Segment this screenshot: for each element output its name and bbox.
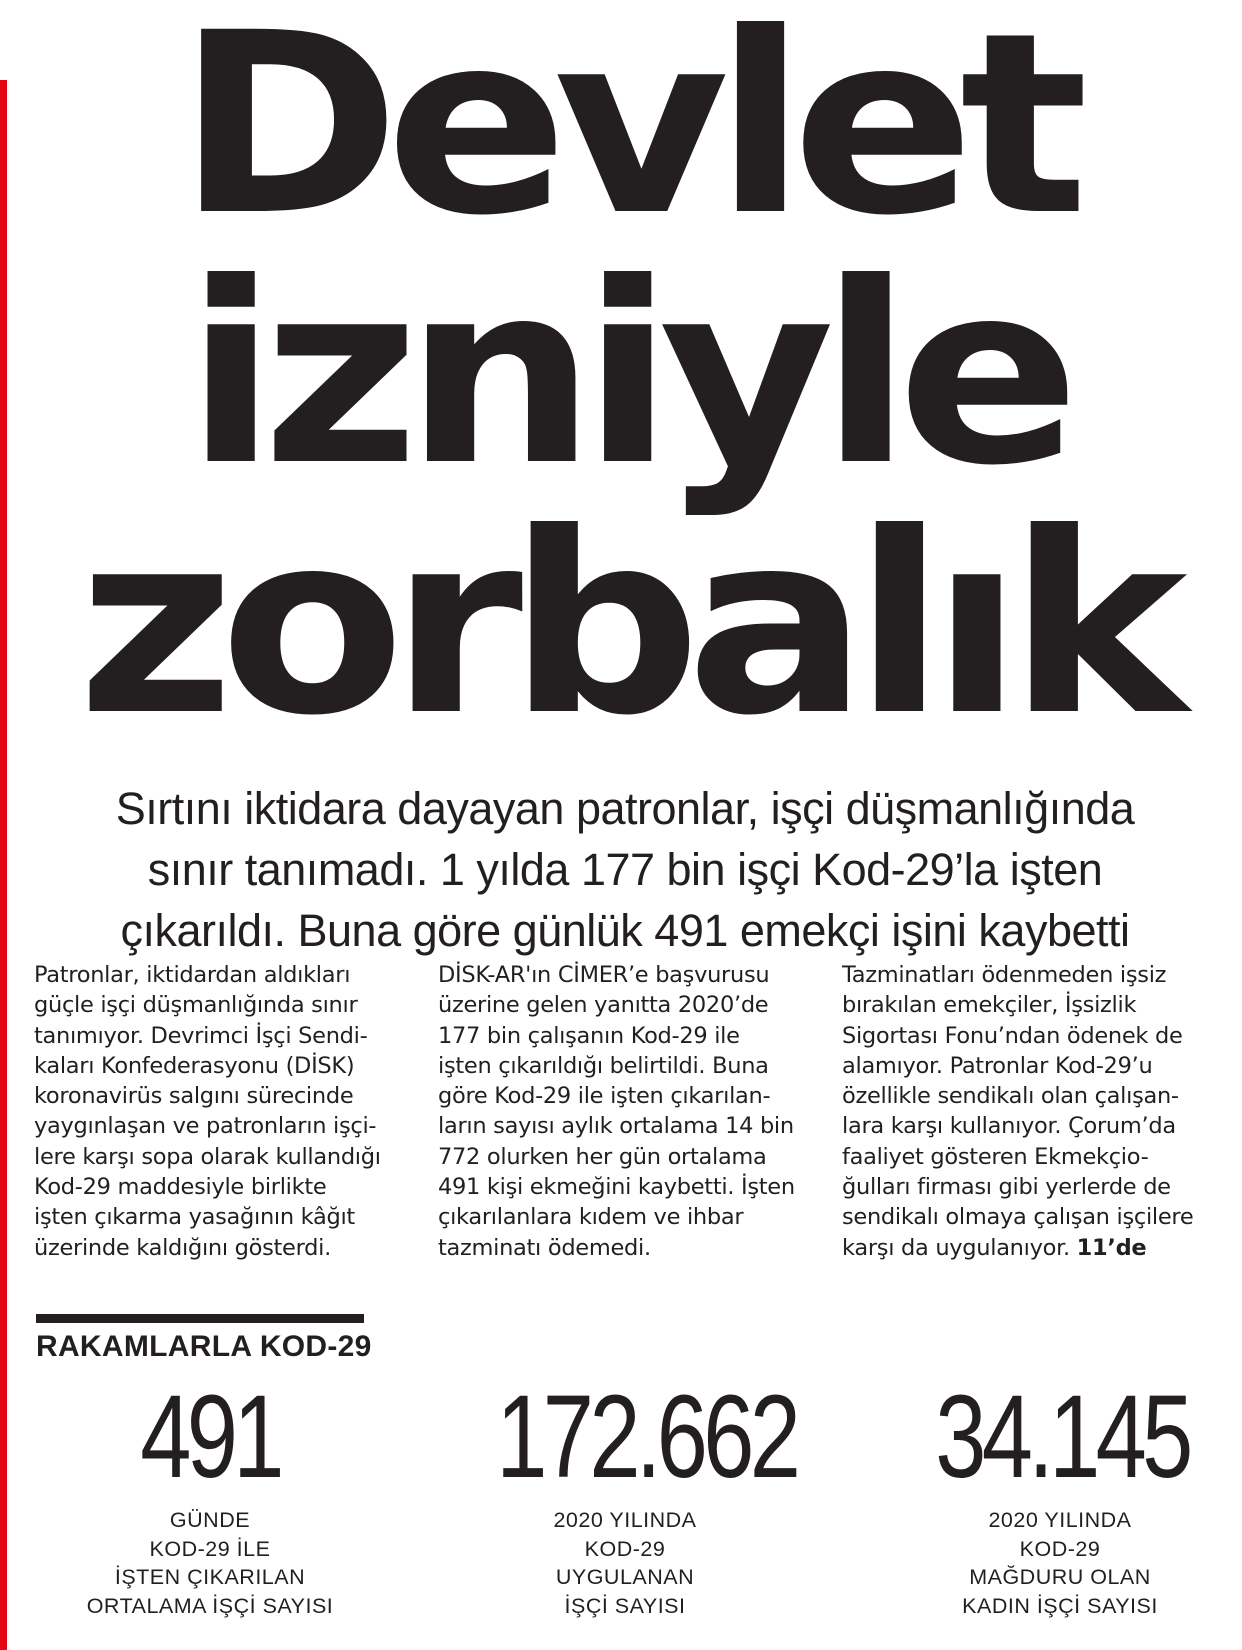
deck-summary <box>30 778 1220 961</box>
headline-line-1: Devlet <box>176 0 1074 270</box>
body-line: 772 olurken her gün ortalama <box>438 1143 767 1170</box>
body-line: göre Kod-29 ile işten çıkarılan- <box>438 1083 771 1110</box>
stat-value: 491 <box>140 1371 280 1503</box>
body-line: karşı da uygulanıyor. <box>842 1234 1070 1261</box>
body-line: üzerinde kaldığını gösterdi. <box>34 1234 331 1261</box>
body-line: kaları Konfederasyonu (DİSK) <box>34 1052 355 1079</box>
caption-line: 2020 YILINDA <box>553 1508 697 1532</box>
caption-line: KOD-29 İLE <box>149 1536 271 1561</box>
body-line: DİSK-AR'ın CİMER’e başvurusu <box>438 962 770 988</box>
deck-line-1: Sırtını iktidara dayayan patronlar, işçi düşmanlığında <box>115 783 1135 834</box>
body-line: faaliyet gösteren Ekmekçio- <box>842 1143 1149 1170</box>
body-column-1 <box>34 960 394 1263</box>
stat-block <box>60 1371 360 1620</box>
body-line: tazminatı ödemedi. <box>438 1234 651 1261</box>
stat-block <box>900 1371 1220 1620</box>
body-line: özellikle sendikalı olan çalışan- <box>842 1083 1179 1110</box>
body-line: bırakılan emekçiler, İşsizlik <box>842 992 1137 1019</box>
stat-value: 172.662 <box>496 1371 797 1503</box>
section-rule <box>36 1314 364 1323</box>
deck-line-3: çıkarıldı. Buna göre günlük 491 emekçi işini kaybetti <box>120 905 1130 956</box>
caption-line: KOD-29 <box>584 1536 666 1561</box>
body-line: Kod-29 maddesiyle birlikte <box>34 1174 327 1201</box>
body-line: alamıyor. Patronlar Kod-29’u <box>842 1052 1153 1079</box>
headline-line-3: zorbalık <box>77 479 1173 770</box>
body-line: koronavirüs salgını sürecinde <box>34 1083 354 1110</box>
body-line: güçle işçi düşmanlığında sınır <box>34 992 358 1019</box>
stat-caption <box>60 1506 360 1620</box>
caption-line: KOD-29 <box>1019 1536 1101 1561</box>
body-line: yaygınlaşan ve patronların işçi- <box>34 1113 377 1140</box>
body-line: lara karşı kullanıyor. Çorum’da <box>842 1113 1176 1140</box>
body-line: Sigortası Fonu’ndan ödenek de <box>842 1022 1183 1049</box>
page-reference: 11’de <box>1076 1234 1147 1261</box>
deck-line-2: sınır tanımadı. 1 yılda 177 bin işçi Kod-29’la işten <box>147 844 1103 895</box>
body-line: tanımıyor. Devrimci İşçi Sendi- <box>34 1022 368 1049</box>
headline-line-2: izniyle <box>184 229 1066 520</box>
caption-line: 2020 YILINDA <box>988 1508 1132 1532</box>
stat-caption <box>460 1506 790 1620</box>
headline <box>20 0 1230 770</box>
stat-caption <box>900 1506 1220 1620</box>
caption-line: GÜNDE <box>169 1508 251 1532</box>
caption-line: UYGULANAN <box>555 1565 695 1589</box>
caption-line: MAĞDURU OLAN <box>969 1565 1151 1589</box>
body-line: 491 kişi ekmeğini kaybetti. İşten <box>438 1174 795 1201</box>
body-line: Patronlar, iktidardan aldıkları <box>34 962 351 988</box>
body-line: Tazminatları ödenmeden işsiz <box>842 962 1167 988</box>
caption-line: İŞTEN ÇIKARILAN <box>114 1565 306 1589</box>
caption-line: KADIN İŞÇİ SAYISI <box>962 1593 1158 1618</box>
body-column-3 <box>842 960 1202 1263</box>
body-line: sendikalı olmaya çalışan işçilere <box>842 1204 1194 1231</box>
body-line: 177 bin çalışanın Kod-29 ile <box>438 1022 740 1049</box>
body-line: ların sayısı aylık ortalama 14 bin <box>438 1113 794 1140</box>
stat-value: 34.145 <box>935 1371 1189 1503</box>
caption-line: ORTALAMA İŞÇİ SAYISI <box>86 1593 334 1618</box>
body-line: çıkarılanlara kıdem ve ihbar <box>438 1204 744 1231</box>
body-line: üzerine gelen yanıtta 2020’de <box>438 992 769 1019</box>
body-column-2 <box>438 960 798 1263</box>
section-title: RAKAMLARLA KOD-29 <box>36 1330 372 1363</box>
body-line: ğulları firması gibi yerlerde de <box>842 1174 1171 1201</box>
body-line: lere karşı sopa olarak kullandığı <box>34 1143 381 1170</box>
caption-line: İŞÇİ SAYISI <box>564 1593 686 1618</box>
body-line: işten çıkarıldığı belirtildi. Buna <box>438 1052 769 1079</box>
body-line: işten çıkarma yasağının kâğıt <box>34 1204 355 1231</box>
stat-block <box>460 1371 797 1620</box>
